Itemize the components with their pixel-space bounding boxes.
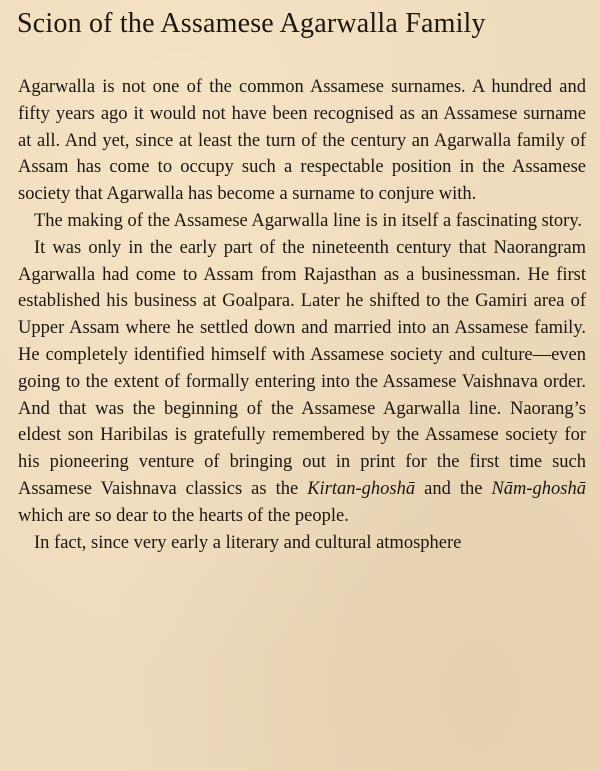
page-title: Scion of the Assamese Agarwalla Family <box>17 8 486 39</box>
italic-title-nam-ghosha: Nām-ghoshā <box>491 478 586 499</box>
article-body <box>18 74 586 556</box>
paragraph-3-text: It was only in the early part of the nineteenth century that Naorangram Agarwalla had come to Assam from Rajasthan as a businessman. He first established his business at Goalpara. Later he shifted to the Gamiri area of Upper Assam where he settled down and married into an Assamese family. He completely identified himself with Assamese society and culture—even going to the extent of formally entering into the Assamese Vaishnava order. And that was the beginning of the Assamese Agarwalla line. Naorang’s eldest son Haribilas is gratefully remembered by the Assamese society for his pioneering venture of bringing out in print for the first time such Assamese Vaishnava classics as the <box>18 237 586 499</box>
italic-title-kirtan-ghosha: Kirtan-ghoshā <box>307 478 416 499</box>
paragraph-3-ending: which are so dear to the hearts of the people. <box>18 505 349 526</box>
paragraph-3 <box>18 235 586 530</box>
paragraph-4: In fact, since very early a literary and cultural atmosphere <box>34 532 462 553</box>
paragraph-1: Agarwalla is not one of the common Assamese surnames. A hundred and fifty years ago it would not have been recognised as an Assamese surname at all. And yet, since at least the turn of the century an Agarwalla family of Assam has come to occupy such a respectable position in the Assamese society that Agarwalla has become a surname to conjure with. <box>18 77 586 205</box>
paragraph-3-connector: and the <box>415 478 492 499</box>
paragraph-2: The making of the Assamese Agarwalla line is in itself a fascinating story. <box>34 210 583 231</box>
